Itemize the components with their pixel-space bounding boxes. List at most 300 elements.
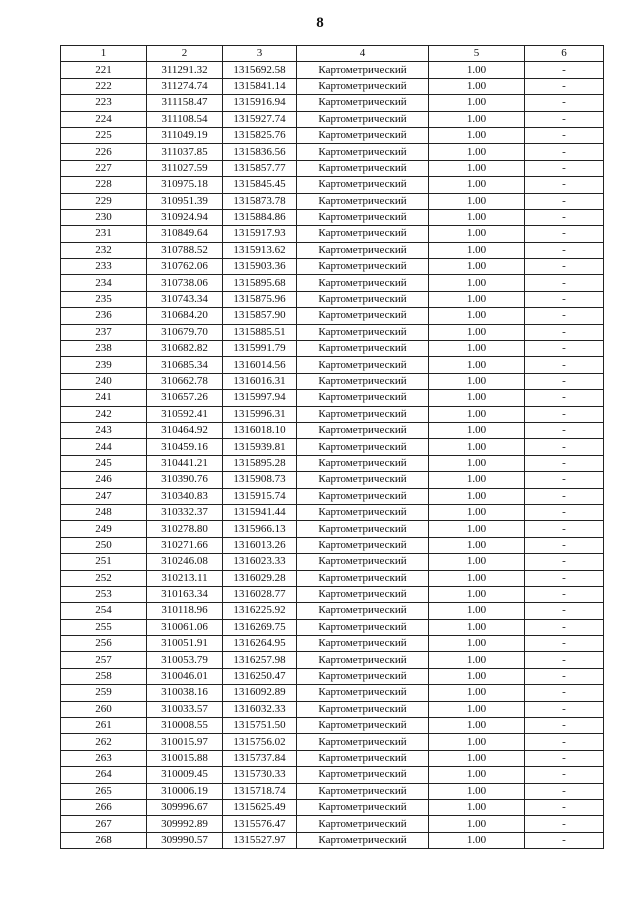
table-row — [61, 308, 604, 324]
page-number: 8 — [316, 15, 324, 31]
method-cell: Картометрический — [297, 78, 429, 94]
note-cell: - — [525, 718, 604, 734]
table-row — [61, 652, 604, 668]
accuracy-cell: 1.00 — [429, 259, 525, 275]
y-coordinate-cell: 1315915.74 — [223, 488, 297, 504]
point-number-cell: 230 — [61, 209, 147, 225]
point-number-cell: 251 — [61, 554, 147, 570]
method-cell: Картометрический — [297, 554, 429, 570]
point-number-cell: 242 — [61, 406, 147, 422]
point-number-cell: 256 — [61, 636, 147, 652]
accuracy-cell: 1.00 — [429, 537, 525, 553]
note-cell: - — [525, 95, 604, 111]
y-coordinate-cell: 1316250.47 — [223, 668, 297, 684]
accuracy-cell: 1.00 — [429, 668, 525, 684]
note-cell: - — [525, 750, 604, 766]
table-row — [61, 488, 604, 504]
accuracy-cell: 1.00 — [429, 193, 525, 209]
column-header: 1 — [61, 46, 147, 62]
table-row — [61, 472, 604, 488]
y-coordinate-cell: 1315916.94 — [223, 95, 297, 111]
y-coordinate-cell: 1315625.49 — [223, 799, 297, 815]
column-header: 5 — [429, 46, 525, 62]
table-row — [61, 832, 604, 848]
note-cell: - — [525, 652, 604, 668]
point-number-cell: 250 — [61, 537, 147, 553]
x-coordinate-cell: 310009.45 — [147, 767, 223, 783]
point-number-cell: 262 — [61, 734, 147, 750]
x-coordinate-cell: 311049.19 — [147, 127, 223, 143]
method-cell: Картометрический — [297, 586, 429, 602]
x-coordinate-cell: 310682.82 — [147, 341, 223, 357]
accuracy-cell: 1.00 — [429, 619, 525, 635]
note-cell: - — [525, 603, 604, 619]
accuracy-cell: 1.00 — [429, 78, 525, 94]
x-coordinate-cell: 310015.88 — [147, 750, 223, 766]
method-cell: Картометрический — [297, 685, 429, 701]
accuracy-cell: 1.00 — [429, 832, 525, 848]
method-cell: Картометрический — [297, 570, 429, 586]
y-coordinate-cell: 1316023.33 — [223, 554, 297, 570]
point-number-cell: 236 — [61, 308, 147, 324]
table-row — [61, 209, 604, 225]
accuracy-cell: 1.00 — [429, 750, 525, 766]
y-coordinate-cell: 1315895.28 — [223, 455, 297, 471]
note-cell: - — [525, 259, 604, 275]
y-coordinate-cell: 1316092.89 — [223, 685, 297, 701]
x-coordinate-cell: 310332.37 — [147, 504, 223, 520]
method-cell: Картометрический — [297, 308, 429, 324]
note-cell: - — [525, 504, 604, 520]
accuracy-cell: 1.00 — [429, 718, 525, 734]
note-cell: - — [525, 226, 604, 242]
method-cell: Картометрический — [297, 750, 429, 766]
point-number-cell: 252 — [61, 570, 147, 586]
method-cell: Картометрический — [297, 652, 429, 668]
x-coordinate-cell: 309990.57 — [147, 832, 223, 848]
note-cell: - — [525, 832, 604, 848]
point-number-cell: 225 — [61, 127, 147, 143]
method-cell: Картометрический — [297, 734, 429, 750]
table-row — [61, 324, 604, 340]
accuracy-cell: 1.00 — [429, 734, 525, 750]
x-coordinate-cell: 310015.97 — [147, 734, 223, 750]
table-row — [61, 275, 604, 291]
note-cell: - — [525, 373, 604, 389]
y-coordinate-cell: 1316225.92 — [223, 603, 297, 619]
x-coordinate-cell: 310390.76 — [147, 472, 223, 488]
table-row — [61, 95, 604, 111]
note-cell: - — [525, 209, 604, 225]
x-coordinate-cell: 311108.54 — [147, 111, 223, 127]
note-cell: - — [525, 685, 604, 701]
method-cell: Картометрический — [297, 209, 429, 225]
x-coordinate-cell: 310441.21 — [147, 455, 223, 471]
accuracy-cell: 1.00 — [429, 636, 525, 652]
accuracy-cell: 1.00 — [429, 767, 525, 783]
y-coordinate-cell: 1316029.28 — [223, 570, 297, 586]
accuracy-cell: 1.00 — [429, 111, 525, 127]
accuracy-cell: 1.00 — [429, 488, 525, 504]
accuracy-cell: 1.00 — [429, 455, 525, 471]
method-cell: Картометрический — [297, 701, 429, 717]
point-number-cell: 246 — [61, 472, 147, 488]
note-cell: - — [525, 439, 604, 455]
point-number-cell: 235 — [61, 291, 147, 307]
accuracy-cell: 1.00 — [429, 816, 525, 832]
y-coordinate-cell: 1316016.31 — [223, 373, 297, 389]
note-cell: - — [525, 324, 604, 340]
point-number-cell: 260 — [61, 701, 147, 717]
accuracy-cell: 1.00 — [429, 685, 525, 701]
point-number-cell: 224 — [61, 111, 147, 127]
point-number-cell: 263 — [61, 750, 147, 766]
accuracy-cell: 1.00 — [429, 799, 525, 815]
accuracy-cell: 1.00 — [429, 95, 525, 111]
point-number-cell: 231 — [61, 226, 147, 242]
method-cell: Картометрический — [297, 193, 429, 209]
x-coordinate-cell: 310679.70 — [147, 324, 223, 340]
accuracy-cell: 1.00 — [429, 144, 525, 160]
x-coordinate-cell: 310975.18 — [147, 177, 223, 193]
point-number-cell: 266 — [61, 799, 147, 815]
note-cell: - — [525, 636, 604, 652]
table-body — [61, 62, 604, 849]
x-coordinate-cell: 311158.47 — [147, 95, 223, 111]
table-row — [61, 668, 604, 684]
method-cell: Картометрический — [297, 668, 429, 684]
y-coordinate-cell: 1315991.79 — [223, 341, 297, 357]
point-number-cell: 243 — [61, 422, 147, 438]
note-cell: - — [525, 537, 604, 553]
method-cell: Картометрический — [297, 127, 429, 143]
note-cell: - — [525, 78, 604, 94]
table-row — [61, 636, 604, 652]
method-cell: Картометрический — [297, 275, 429, 291]
table-row — [61, 586, 604, 602]
note-cell: - — [525, 783, 604, 799]
y-coordinate-cell: 1315873.78 — [223, 193, 297, 209]
method-cell: Картометрический — [297, 177, 429, 193]
accuracy-cell: 1.00 — [429, 177, 525, 193]
accuracy-cell: 1.00 — [429, 209, 525, 225]
note-cell: - — [525, 701, 604, 717]
method-cell: Картометрический — [297, 603, 429, 619]
y-coordinate-cell: 1315737.84 — [223, 750, 297, 766]
table-row — [61, 406, 604, 422]
table-row — [61, 357, 604, 373]
method-cell: Картометрический — [297, 324, 429, 340]
y-coordinate-cell: 1315857.77 — [223, 160, 297, 176]
accuracy-cell: 1.00 — [429, 341, 525, 357]
table-row — [61, 127, 604, 143]
y-coordinate-cell: 1316014.56 — [223, 357, 297, 373]
x-coordinate-cell: 310685.34 — [147, 357, 223, 373]
x-coordinate-cell: 310246.08 — [147, 554, 223, 570]
method-cell: Картометрический — [297, 390, 429, 406]
point-number-cell: 259 — [61, 685, 147, 701]
note-cell: - — [525, 455, 604, 471]
note-cell: - — [525, 570, 604, 586]
table-row — [61, 390, 604, 406]
method-cell: Картометрический — [297, 767, 429, 783]
x-coordinate-cell: 310006.19 — [147, 783, 223, 799]
method-cell: Картометрический — [297, 619, 429, 635]
accuracy-cell: 1.00 — [429, 472, 525, 488]
table-row — [61, 341, 604, 357]
method-cell: Картометрический — [297, 455, 429, 471]
note-cell: - — [525, 586, 604, 602]
x-coordinate-cell: 310738.06 — [147, 275, 223, 291]
method-cell: Картометрический — [297, 799, 429, 815]
table-row — [61, 242, 604, 258]
y-coordinate-cell: 1315939.81 — [223, 439, 297, 455]
y-coordinate-cell: 1315845.45 — [223, 177, 297, 193]
y-coordinate-cell: 1315908.73 — [223, 472, 297, 488]
method-cell: Картометрический — [297, 406, 429, 422]
y-coordinate-cell: 1315730.33 — [223, 767, 297, 783]
y-coordinate-cell: 1315841.14 — [223, 78, 297, 94]
accuracy-cell: 1.00 — [429, 308, 525, 324]
accuracy-cell: 1.00 — [429, 160, 525, 176]
table-row — [61, 504, 604, 520]
column-header: 2 — [147, 46, 223, 62]
note-cell: - — [525, 193, 604, 209]
point-number-cell: 238 — [61, 341, 147, 357]
table-row — [61, 111, 604, 127]
accuracy-cell: 1.00 — [429, 504, 525, 520]
accuracy-cell: 1.00 — [429, 373, 525, 389]
method-cell: Картометрический — [297, 537, 429, 553]
table-row — [61, 177, 604, 193]
note-cell: - — [525, 144, 604, 160]
accuracy-cell: 1.00 — [429, 291, 525, 307]
note-cell: - — [525, 734, 604, 750]
table-row — [61, 62, 604, 78]
method-cell: Картометрический — [297, 832, 429, 848]
table-row — [61, 619, 604, 635]
method-cell: Картометрический — [297, 62, 429, 78]
accuracy-cell: 1.00 — [429, 390, 525, 406]
y-coordinate-cell: 1315527.97 — [223, 832, 297, 848]
x-coordinate-cell: 311274.74 — [147, 78, 223, 94]
x-coordinate-cell: 310459.16 — [147, 439, 223, 455]
y-coordinate-cell: 1315885.51 — [223, 324, 297, 340]
y-coordinate-cell: 1315875.96 — [223, 291, 297, 307]
method-cell: Картометрический — [297, 488, 429, 504]
method-cell: Картометрический — [297, 783, 429, 799]
x-coordinate-cell: 310340.83 — [147, 488, 223, 504]
point-number-cell: 248 — [61, 504, 147, 520]
x-coordinate-cell: 310788.52 — [147, 242, 223, 258]
accuracy-cell: 1.00 — [429, 127, 525, 143]
x-coordinate-cell: 310464.92 — [147, 422, 223, 438]
y-coordinate-cell: 1315576.47 — [223, 816, 297, 832]
point-number-cell: 245 — [61, 455, 147, 471]
table-row — [61, 291, 604, 307]
table-row — [61, 193, 604, 209]
point-number-cell: 229 — [61, 193, 147, 209]
y-coordinate-cell: 1315895.68 — [223, 275, 297, 291]
x-coordinate-cell: 310046.01 — [147, 668, 223, 684]
y-coordinate-cell: 1316269.75 — [223, 619, 297, 635]
accuracy-cell: 1.00 — [429, 324, 525, 340]
y-coordinate-cell: 1315917.93 — [223, 226, 297, 242]
note-cell: - — [525, 554, 604, 570]
table-row — [61, 455, 604, 471]
x-coordinate-cell: 310762.06 — [147, 259, 223, 275]
table-row — [61, 750, 604, 766]
point-number-cell: 254 — [61, 603, 147, 619]
table-row — [61, 78, 604, 94]
point-number-cell: 227 — [61, 160, 147, 176]
accuracy-cell: 1.00 — [429, 242, 525, 258]
x-coordinate-cell: 310008.55 — [147, 718, 223, 734]
point-number-cell: 267 — [61, 816, 147, 832]
note-cell: - — [525, 177, 604, 193]
x-coordinate-cell: 310924.94 — [147, 209, 223, 225]
point-number-cell: 223 — [61, 95, 147, 111]
point-number-cell: 240 — [61, 373, 147, 389]
point-number-cell: 264 — [61, 767, 147, 783]
accuracy-cell: 1.00 — [429, 406, 525, 422]
x-coordinate-cell: 310271.66 — [147, 537, 223, 553]
point-number-cell: 244 — [61, 439, 147, 455]
table-row — [61, 767, 604, 783]
x-coordinate-cell: 310051.91 — [147, 636, 223, 652]
accuracy-cell: 1.00 — [429, 783, 525, 799]
coordinates-table — [60, 45, 604, 849]
y-coordinate-cell: 1315913.62 — [223, 242, 297, 258]
x-coordinate-cell: 310053.79 — [147, 652, 223, 668]
table-row — [61, 783, 604, 799]
y-coordinate-cell: 1315927.74 — [223, 111, 297, 127]
y-coordinate-cell: 1315836.56 — [223, 144, 297, 160]
accuracy-cell: 1.00 — [429, 586, 525, 602]
y-coordinate-cell: 1315884.86 — [223, 209, 297, 225]
y-coordinate-cell: 1316257.98 — [223, 652, 297, 668]
note-cell: - — [525, 390, 604, 406]
y-coordinate-cell: 1316032.33 — [223, 701, 297, 717]
table-row — [61, 160, 604, 176]
x-coordinate-cell: 310743.34 — [147, 291, 223, 307]
x-coordinate-cell: 310061.06 — [147, 619, 223, 635]
method-cell: Картометрический — [297, 160, 429, 176]
table-row — [61, 439, 604, 455]
x-coordinate-cell: 309992.89 — [147, 816, 223, 832]
point-number-cell: 232 — [61, 242, 147, 258]
table-row — [61, 226, 604, 242]
x-coordinate-cell: 311291.32 — [147, 62, 223, 78]
point-number-cell: 258 — [61, 668, 147, 684]
point-number-cell: 234 — [61, 275, 147, 291]
y-coordinate-cell: 1315996.31 — [223, 406, 297, 422]
accuracy-cell: 1.00 — [429, 422, 525, 438]
note-cell: - — [525, 422, 604, 438]
table-header-row — [61, 46, 604, 62]
accuracy-cell: 1.00 — [429, 275, 525, 291]
x-coordinate-cell: 311027.59 — [147, 160, 223, 176]
accuracy-cell: 1.00 — [429, 521, 525, 537]
table-row — [61, 422, 604, 438]
note-cell: - — [525, 521, 604, 537]
table-row — [61, 734, 604, 750]
y-coordinate-cell: 1315751.50 — [223, 718, 297, 734]
method-cell: Картометрический — [297, 357, 429, 373]
method-cell: Картометрический — [297, 95, 429, 111]
x-coordinate-cell: 310033.57 — [147, 701, 223, 717]
table-row — [61, 373, 604, 389]
x-coordinate-cell: 311037.85 — [147, 144, 223, 160]
x-coordinate-cell: 310592.41 — [147, 406, 223, 422]
x-coordinate-cell: 310951.39 — [147, 193, 223, 209]
y-coordinate-cell: 1316264.95 — [223, 636, 297, 652]
note-cell: - — [525, 406, 604, 422]
x-coordinate-cell: 310849.64 — [147, 226, 223, 242]
y-coordinate-cell: 1316013.26 — [223, 537, 297, 553]
x-coordinate-cell: 310278.80 — [147, 521, 223, 537]
y-coordinate-cell: 1315756.02 — [223, 734, 297, 750]
method-cell: Картометрический — [297, 521, 429, 537]
table-row — [61, 144, 604, 160]
method-cell: Картометрический — [297, 144, 429, 160]
x-coordinate-cell: 310163.34 — [147, 586, 223, 602]
method-cell: Картометрический — [297, 718, 429, 734]
method-cell: Картометрический — [297, 439, 429, 455]
y-coordinate-cell: 1315903.36 — [223, 259, 297, 275]
note-cell: - — [525, 357, 604, 373]
accuracy-cell: 1.00 — [429, 226, 525, 242]
x-coordinate-cell: 310038.16 — [147, 685, 223, 701]
accuracy-cell: 1.00 — [429, 701, 525, 717]
table-row — [61, 521, 604, 537]
table-row — [61, 685, 604, 701]
point-number-cell: 253 — [61, 586, 147, 602]
point-number-cell: 257 — [61, 652, 147, 668]
y-coordinate-cell: 1315692.58 — [223, 62, 297, 78]
note-cell: - — [525, 799, 604, 815]
method-cell: Картометрический — [297, 472, 429, 488]
note-cell: - — [525, 62, 604, 78]
note-cell: - — [525, 308, 604, 324]
column-header: 3 — [223, 46, 297, 62]
table-row — [61, 259, 604, 275]
method-cell: Картометрический — [297, 816, 429, 832]
accuracy-cell: 1.00 — [429, 652, 525, 668]
accuracy-cell: 1.00 — [429, 603, 525, 619]
x-coordinate-cell: 310213.11 — [147, 570, 223, 586]
x-coordinate-cell: 310657.26 — [147, 390, 223, 406]
y-coordinate-cell: 1315997.94 — [223, 390, 297, 406]
point-number-cell: 241 — [61, 390, 147, 406]
point-number-cell: 228 — [61, 177, 147, 193]
note-cell: - — [525, 275, 604, 291]
point-number-cell: 261 — [61, 718, 147, 734]
method-cell: Картометрический — [297, 111, 429, 127]
method-cell: Картометрический — [297, 226, 429, 242]
y-coordinate-cell: 1315966.13 — [223, 521, 297, 537]
table-row — [61, 799, 604, 815]
note-cell: - — [525, 619, 604, 635]
point-number-cell: 226 — [61, 144, 147, 160]
y-coordinate-cell: 1316028.77 — [223, 586, 297, 602]
note-cell: - — [525, 111, 604, 127]
x-coordinate-cell: 309996.67 — [147, 799, 223, 815]
table-row — [61, 603, 604, 619]
method-cell: Картометрический — [297, 422, 429, 438]
x-coordinate-cell: 310662.78 — [147, 373, 223, 389]
accuracy-cell: 1.00 — [429, 439, 525, 455]
